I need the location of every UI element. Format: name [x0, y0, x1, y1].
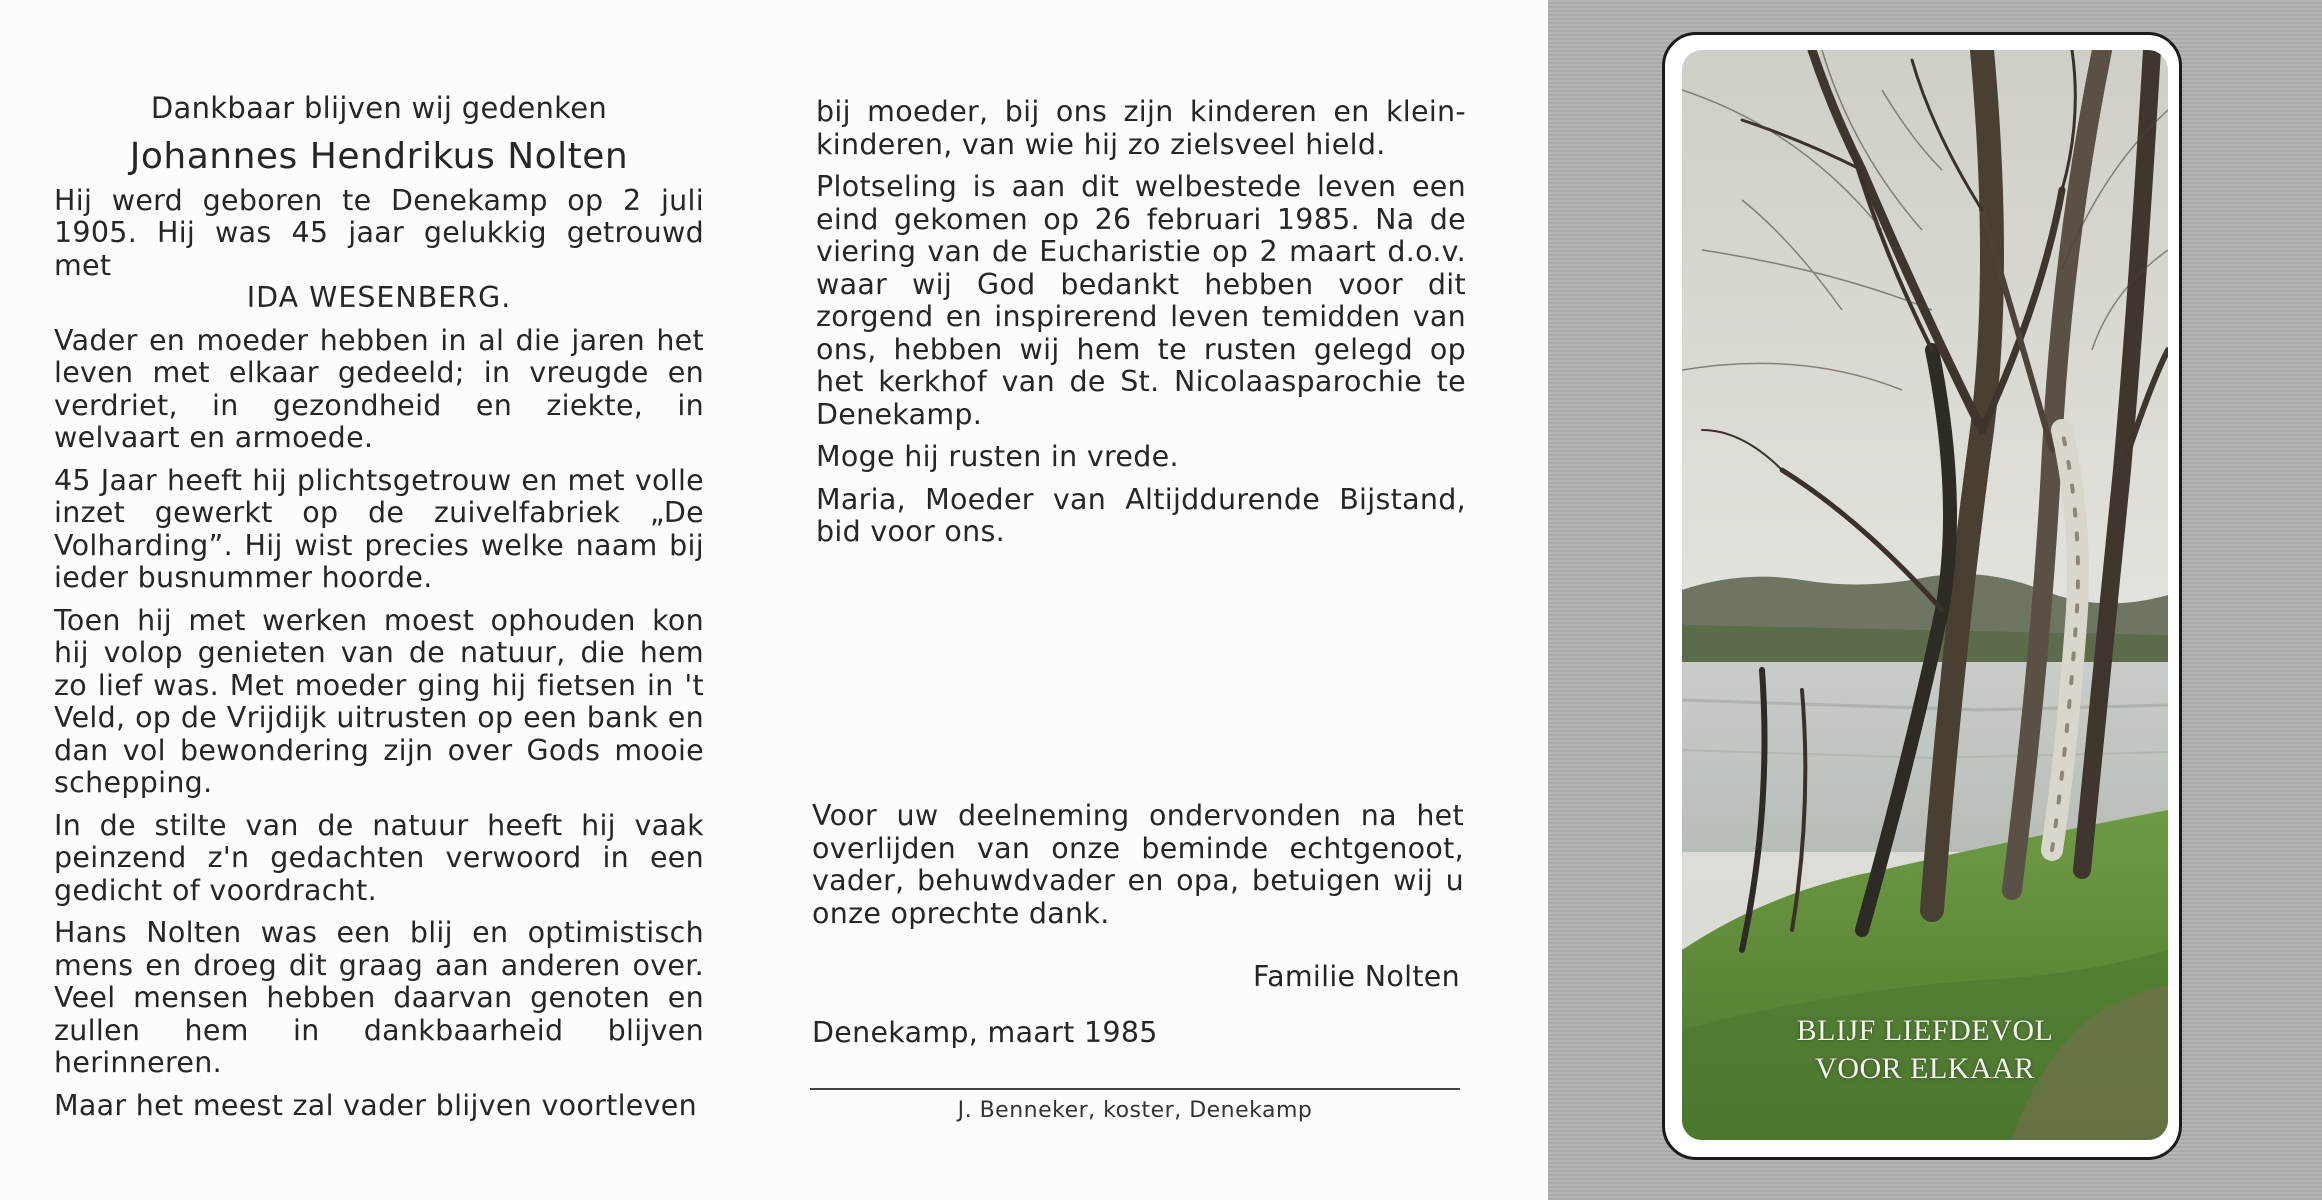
thanks-block — [812, 800, 1464, 930]
paragraph: Maar het meest zal vader blijven voortleven — [54, 1088, 697, 1122]
paragraph: Moge hij rusten in vrede. — [816, 440, 1179, 473]
place-date: Denekamp, maart 1985 — [812, 1016, 1158, 1049]
deceased-name: Johannes Hendrikus Nolten — [129, 135, 629, 177]
thanks-paragraph: Voor uw deelneming ondervonden na het overlijden van onze beminde echtgenoot, vader, behuwdvader en opa, betuigen wij u onze oprechte dank. — [812, 799, 1464, 930]
birth-paragraph: Hij werd geboren te Denekamp op 2 juli 1905. Hij was 45 jaar gelukkig getrouwd met — [54, 183, 704, 282]
photo-caption — [1682, 1012, 2168, 1088]
paragraph: Toen hij met werken moest ophouden kon hij volop genieten van de natuur, die hem zo lief was. Met moeder ging hij fietsen in 't Veld, op de Vrijdijk uitrusten op een bank en dan vol bewondering zijn over Gods mooie schepping. — [54, 603, 704, 799]
wife-name: IDA WESENBERG. — [246, 281, 512, 314]
paragraph: 45 Jaar heeft hij plichtsgetrouw en met volle inzet gewerkt op de zuivelfabriek „De Volharding”. Hij wist precies welke naam bij ieder busnummer hoorde. — [54, 463, 704, 594]
intro-line: Dankbaar blijven wij gedenken — [150, 91, 608, 125]
family-signature: Familie Nolten — [1253, 960, 1460, 993]
printer-credit: J. Benneker, koster, Denekamp — [957, 1098, 1313, 1123]
middle-text-column — [816, 96, 1466, 559]
paragraph: bij moeder, bij ons zijn kinderen en klein-kinderen, van wie hij zo zielsveel hield. — [816, 95, 1466, 161]
paragraph: In de stilte van de natuur heeft hij vaak peinzend z'n gedachten verwoord in een gedicht of voordracht. — [54, 808, 704, 907]
left-text-column — [54, 92, 704, 1132]
landscape-photo — [1682, 50, 2168, 1140]
caption-line: BLIJF LIEFDEVOL — [1796, 1014, 2054, 1047]
paragraph: Vader en moeder hebben in al die jaren het leven met elkaar gedeeld; in vreugde en verdriet, in gezondheid en ziekte, in welvaart en armoede. — [54, 323, 704, 454]
paragraph: Maria, Moeder van Altijddurende Bijstand, bid voor ons. — [816, 482, 1466, 548]
paragraph: Plotseling is aan dit welbestede leven een eind gekomen op 26 februari 1985. Na de viering van de Eucharistie op 2 maart d.o.v. waar wij God bedankt hebben voor dit zorgend en inspirerend leven temidden van ons, hebben wij hem te rusten gelegd op het kerkhof van de St. Nicolaasparochie te Denekamp. — [816, 170, 1466, 431]
divider — [810, 1088, 1460, 1090]
paragraph: Hans Nolten was een blij en optimistisch mens en droeg dit graag aan anderen over. Veel mensen hebben daarvan genoten en zullen hem in dankbaarheid blijven herinneren. — [54, 916, 704, 1079]
caption-line: VOOR ELKAAR — [1815, 1052, 2035, 1085]
